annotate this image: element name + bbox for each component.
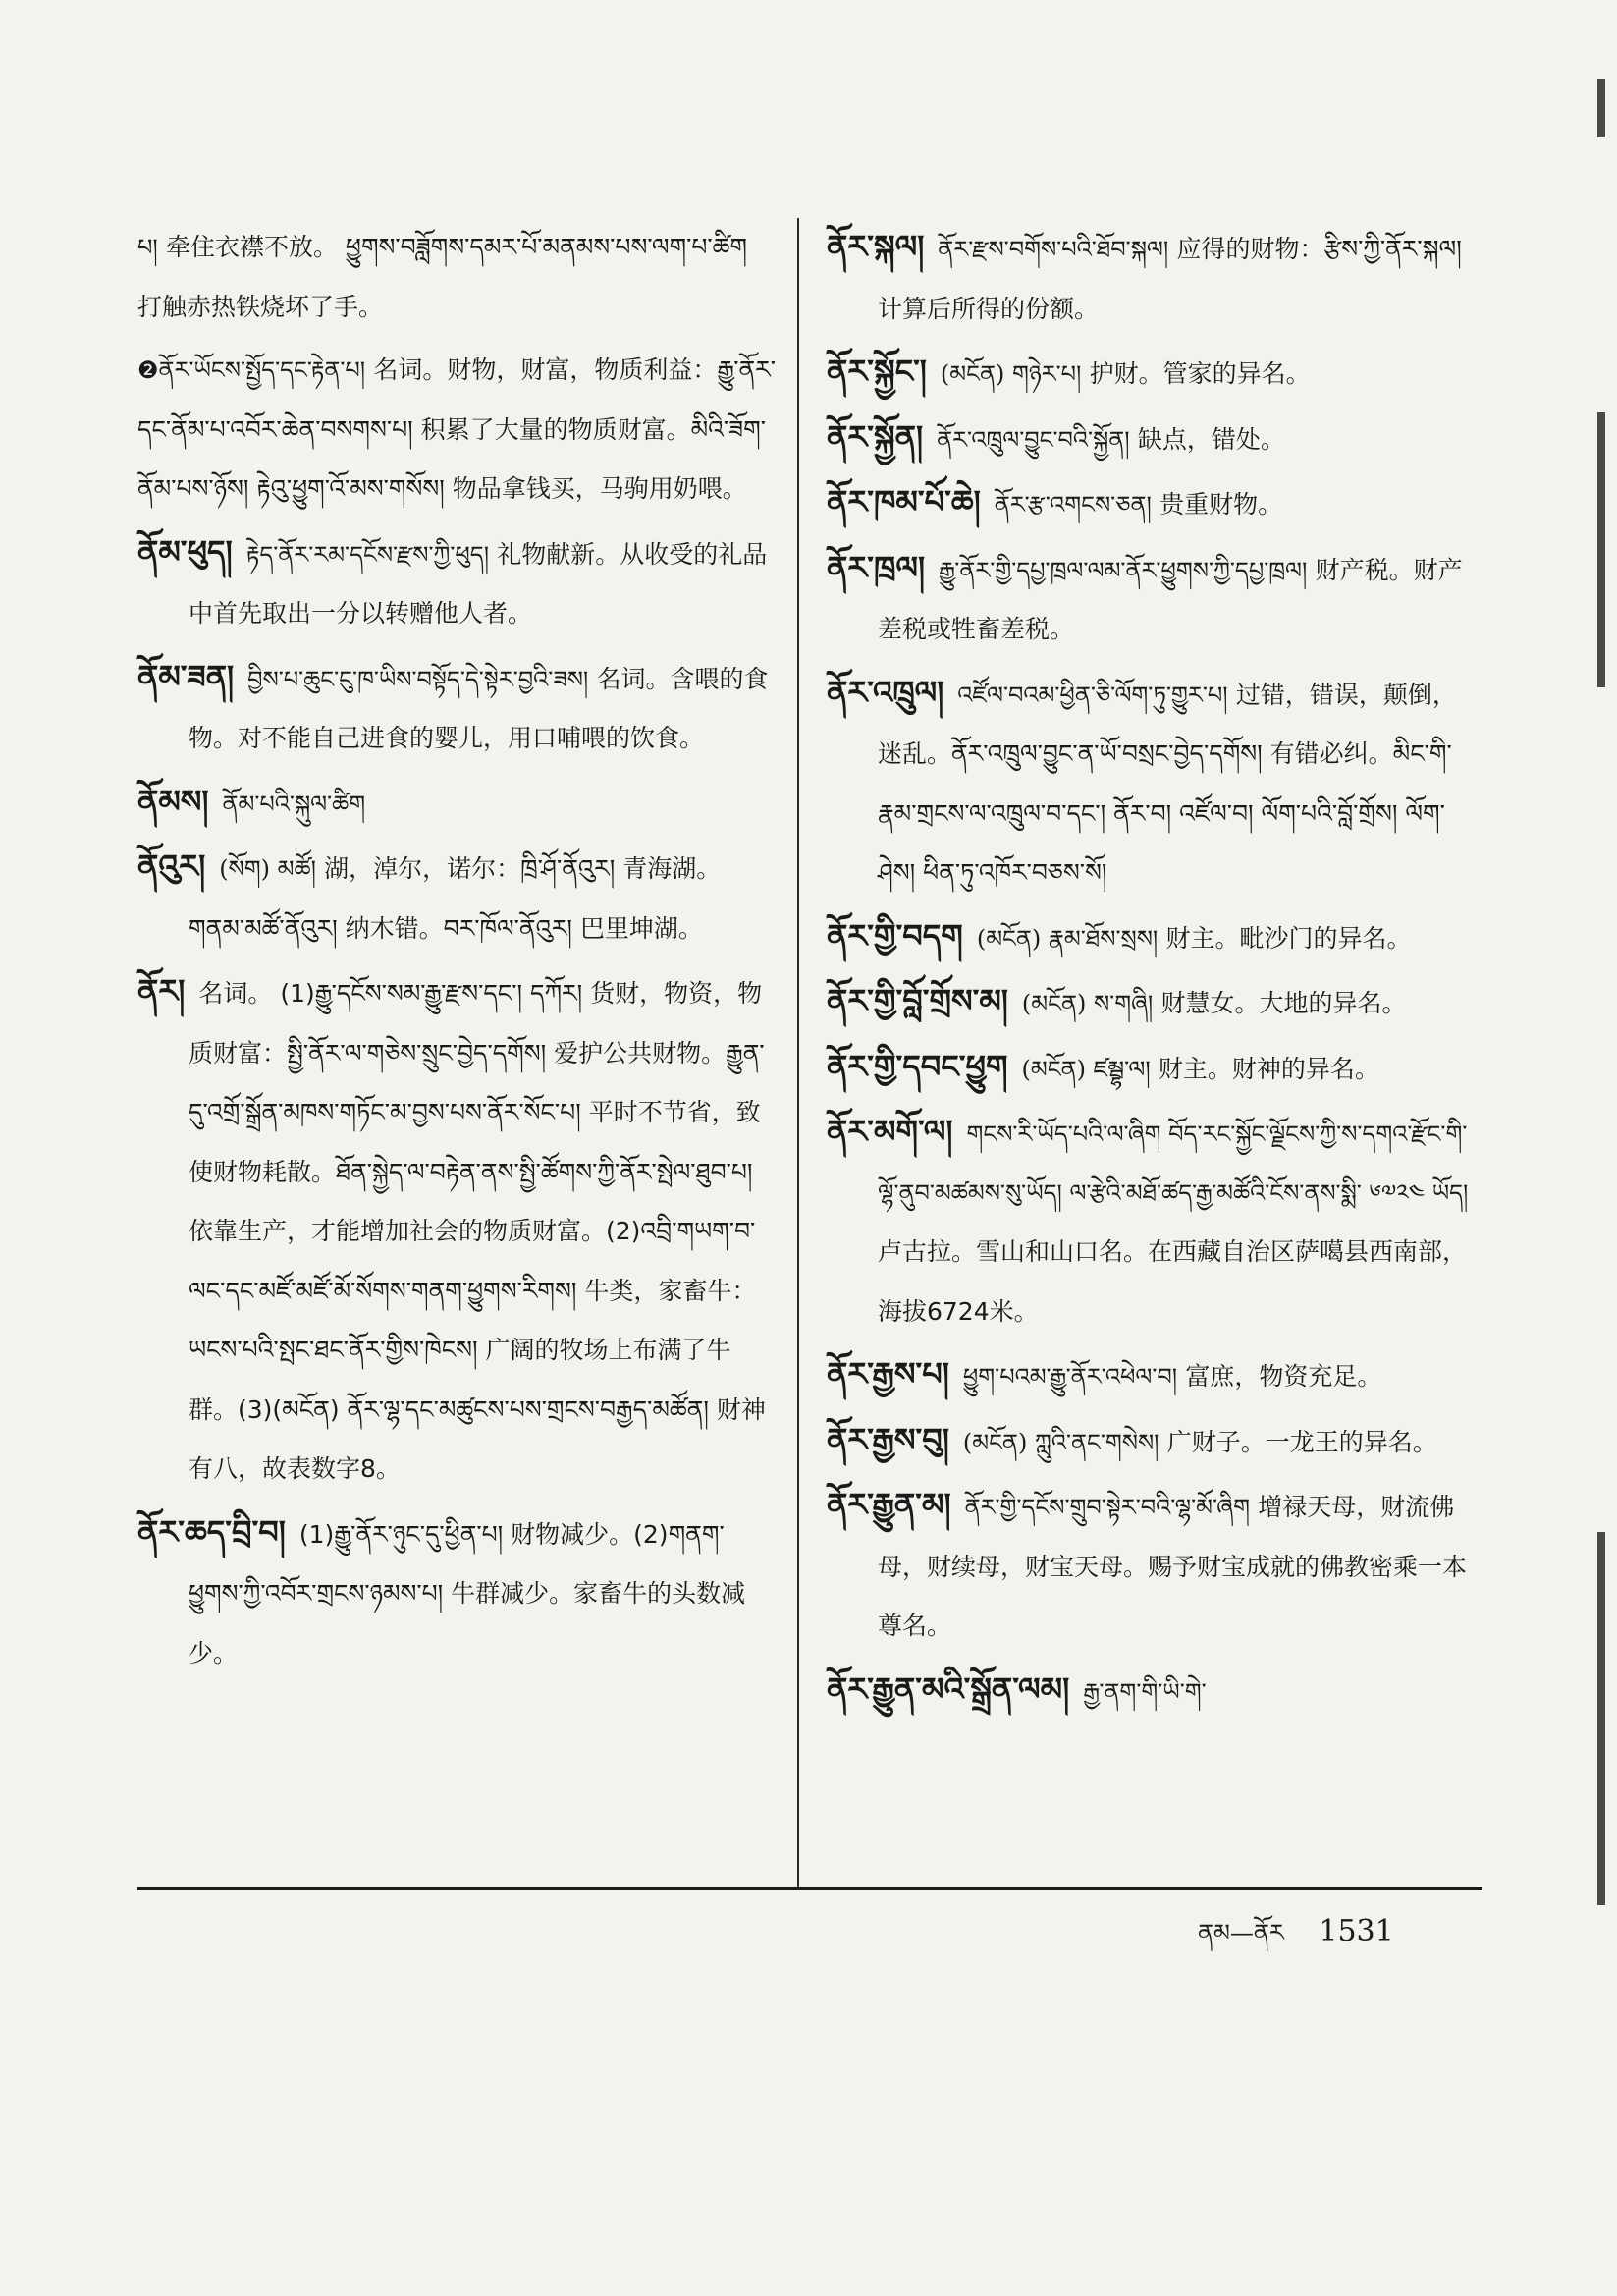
tibetan-definition: (མངོན) ཛམྦྷ་ལ། <box>1021 1055 1151 1083</box>
chinese-definition: 牵住衣襟不放。 ཕྱུགས་བཟློགས་དམར་པོ་མནམས་པས་ལག་པ་ཚིག 打触赤热铁烧坏了手。 <box>137 233 748 321</box>
headword: ནོར་ཆད་བྲི་བ། <box>137 1512 286 1551</box>
tibetan-definition: ནོམ་པའི་སྐུལ་ཚིག <box>222 790 366 818</box>
tibetan-definition: རྒྱ་ནག་གི་ཡི་གེ་ <box>1083 1677 1207 1706</box>
dictionary-entry <box>827 1476 1475 1657</box>
dictionary-entry <box>827 907 1475 969</box>
headword: ནོར་མགོ་ལ། <box>827 1113 953 1150</box>
footer-range: ནམ—ནོར <box>1198 1919 1284 1946</box>
chinese-definition: 礼物献新。从收受的礼品中首先取出一分以转赠他人者。 <box>189 539 768 628</box>
dictionary-entry <box>137 838 776 958</box>
tibetan-definition: འཛོལ་བའམ་ཕྱིན་ཅི་ལོག་ཏུ་གྱུར་པ། <box>957 681 1228 709</box>
tibetan-definition: བྱིས་པ་ཆུང་ངུ་ཁ་ཡིས་བསྟོད་དེ་སྟེར་བྱའི་ཟས། <box>247 665 589 693</box>
chinese-definition: 财慧女。大地的异名。 <box>1160 989 1407 1017</box>
tibetan-definition: པ། <box>137 234 158 261</box>
headword: ནོར་གྱི་བློ་གྲོས་མ། <box>827 982 1008 1019</box>
dictionary-entry <box>137 648 776 769</box>
dictionary-entry <box>827 1661 1475 1722</box>
chinese-definition: 名词。 (1)རྒྱུ་དངོས་སམ་རྒྱུ་རྫས་དང་། དཀོར། 货财，物资，物质财富：སྤྱི་ནོར་ལ་གཅེས་སྲུང་བྱེད་དགོས། 爱护公共财物。རྒྱུན་དུ་འགྲོ་སྒྲོན་མཁས་གཏོང་མ་བྱས་པས་ནོར་སོང་པ། 平时不节省，致使财物耗散。ཐོན་སྐྱེད་ལ་བརྟེན་ནས་སྤྱི་ཚོགས་ཀྱི་ནོར་སྤེལ་ཐུབ་པ། 依靠生产，才能增加社会的物质财富。(2)འབྲི་གཡག་བ་ལང་དང་མཛོ་མཛོ་མོ་སོགས་གནག་ཕྱུགས་རིགས། 牛类，家畜牛：ཡངས་པའི་སྤང་ཐང་ནོར་གྱིས་ཁེངས། 广阔的牧场上布满了牛群。(3)(མངོན) ནོར་ལྷ་དང་མཚུངས་པས་གྲངས་བརྒྱད་མཚོན། 财神有八，故表数字8。 <box>189 979 766 1483</box>
chinese-definition: 护财。管家的异名。 <box>1089 359 1311 388</box>
headword: ནོར་རྒྱུན་མ། <box>827 1486 951 1523</box>
chinese-definition: 名词。财物，财富，物质利益：རྒྱུ་ནོར་དང་ནོམ་པ་འབོར་ཆེན་བསགས་པ། 积累了大量的物质财富。མིའི་ཟོག་ནོམ་པས་ཉོས། རྟེའུ་ཕྱུག་འོ་མས་གསོས། 物品拿钱买，马驹用奶喂。 <box>137 355 776 503</box>
dictionary-entry <box>137 773 776 835</box>
headword: ནོར་ཁྲལ། <box>827 548 926 586</box>
page-footer <box>1198 1907 1420 1973</box>
dictionary-entry <box>827 539 1475 660</box>
dictionary-entry <box>827 409 1475 470</box>
chinese-definition: 贵重财物。 <box>1159 490 1283 519</box>
chinese-definition: 过错，错误，颠倒，迷乱。ནོར་འཁྲུལ་བྱུང་ན་ཡོ་བསྲང་བྱེད་དགོས། 有错必纠。མིང་གི་རྣམ་གྲངས་ལ་འཁྲུལ་བ་དང་། ནོར་བ། འཛོལ་བ། ལོག་པའི་བློ་གྲོས། ལོག་ཤེས། ཕིན་ཏུ་འཁོར་བཅས་སོ། <box>878 680 1457 887</box>
chinese-definition: 湖，淖尔，诺尔：ཁྲི་ཤོ་ནོའུར། 青海湖。གནམ་མཚོ་ནོའུར། 纳木错。བར་ཁོལ་ནོའུར། 巴里坤湖。 <box>189 854 722 943</box>
scan-edge-mark <box>1597 79 1605 137</box>
footer-rule <box>137 1887 1482 1890</box>
headword: ནོར་སྐྱོང་། <box>827 353 927 390</box>
headword: ནོམ་ཟན། <box>137 657 235 695</box>
tibetan-definition: རྒྱུ་ནོར་གྱི་དཔྱ་ཁྲལ་ལམ་ནོར་ཕྱུགས་ཀྱི་དཔྱ་ཁྲལ། <box>939 556 1308 584</box>
dictionary-entry <box>827 664 1475 903</box>
dictionary-entry <box>827 1103 1475 1341</box>
dictionary-entry <box>827 218 1475 339</box>
headword: ནོར་སྐྱོན། <box>827 417 924 456</box>
dictionary-entry <box>827 343 1475 405</box>
tibetan-definition: ནོར་གྱི་དངོས་གྲུབ་སྟེར་བའི་ལྷ་མོ་ཞིག <box>964 1494 1250 1521</box>
dictionary-entry <box>137 962 776 1500</box>
dictionary-entry <box>137 1503 776 1684</box>
tibetan-definition: (མངོན) ས་གཞི། <box>1021 990 1154 1017</box>
dictionary-entry <box>827 1411 1475 1473</box>
tibetan-definition: གངས་རི་ཡོད་པའི་ལ་ཞིག བོད་རང་སྐྱོང་ལྗོངས་ཀྱི་ས་དགའ་རྫོང་གི་ལྷོ་ནུབ་མཚམས་སུ་ཡོད། ལ་རྩེའི་མཐོ་ཚད་རྒྱ་མཚོའི་ངོས་ནས་སྨི་ ༦༧༢༤ ཡོད། <box>878 1121 1469 1207</box>
headword: ནོར། <box>137 972 186 1010</box>
chinese-definition: 卢古拉。雪山和山口名。在西藏自治区萨噶县西南部，海拔6724米。 <box>878 1237 1468 1326</box>
tibetan-definition: ❷ནོར་ཡོངས་སྤྱོད་དང་རྟེན་པ། <box>137 356 366 384</box>
dictionary-entry <box>827 473 1475 535</box>
headword: ནོར་གྱི་བདག <box>827 916 963 955</box>
dictionary-entry <box>827 1345 1475 1407</box>
headword: ནོམ་ཕུད། <box>137 532 233 571</box>
tibetan-definition: རྟེད་ནོར་རམ་དངོས་རྫས་ཀྱི་ཕུད། <box>245 540 490 569</box>
chinese-definition: 财主。财神的异名。 <box>1158 1054 1379 1083</box>
tibetan-definition: ནོར་རྫས་བགོས་པའི་ཐོབ་སྐལ། <box>938 236 1169 263</box>
headword: ནོར་རྒྱས་བུ། <box>827 1420 949 1458</box>
chinese-definition: 财产税。财产差税或牲畜差税。 <box>878 555 1463 643</box>
dictionary-entry <box>137 341 776 519</box>
dictionary-entry <box>137 218 776 337</box>
tibetan-definition: ཕྱུག་པའམ་རྒྱུ་ནོར་འཕེལ་བ། <box>962 1363 1178 1391</box>
headword: ནོར་སྐལ། <box>827 228 925 265</box>
tibetan-definition: (མངོན) གཉེར་པ། <box>940 360 1082 388</box>
dictionary-entry <box>827 972 1475 1034</box>
headword: ནོར་རྒྱུན་མའི་སྒྲོན་ལམ། <box>827 1669 1070 1708</box>
left-column <box>137 218 776 1687</box>
dictionary-entry <box>137 523 776 644</box>
headword: ནོར་འཁྲུལ། <box>827 673 944 711</box>
chinese-definition: 应得的财物：རྩིས་ཀྱི་ནོར་སྐལ། 计算后所得的份额。 <box>878 235 1462 323</box>
scan-edge-mark <box>1597 1532 1605 1905</box>
chinese-definition: 富庶，物资充足。 <box>1185 1362 1382 1391</box>
headword: ནོམས། <box>137 782 209 820</box>
headword: ནོར་ཁམ་པོ་ཆེ། <box>827 483 981 520</box>
headword: ནོར་གྱི་དབང་ཕྱུག <box>827 1047 1008 1085</box>
dictionary-entry <box>827 1038 1475 1100</box>
page-number: 1531 <box>1319 1914 1394 1948</box>
headword: ནོར་རྒྱས་པ། <box>827 1355 949 1393</box>
chinese-definition: 广财子。一龙王的异名。 <box>1166 1427 1437 1456</box>
headword: ནོའུར། <box>137 847 206 885</box>
chinese-definition: (1)རྒྱུ་ནོར་ཉུང་དུ་ཕྱིན་པ། 财物减少。(2)གནག་ཕྱུགས་ཀྱི་འབོར་གྲངས་ཉམས་པ། 牛群减少。家畜牛的头数减少。 <box>189 1519 746 1667</box>
chinese-definition: 缺点，错处。 <box>1137 424 1285 454</box>
chinese-definition: 财主。毗沙门的异名。 <box>1165 923 1412 953</box>
chinese-definition: 增禄天母，财流佛母，财续母，财宝天母。赐予财宝成就的佛教密乘一本尊名。 <box>878 1493 1468 1640</box>
right-column <box>827 218 1475 1725</box>
tibetan-definition: ནོར་འཁྲུལ་བྱུང་བའི་སྐྱོན། <box>937 425 1130 454</box>
column-divider <box>797 218 799 1887</box>
chinese-definition: 名词。含喂的食物。对不能自己进食的婴儿，用口哺喂的饮食。 <box>189 664 769 752</box>
tibetan-definition: (མངོན) རྣམ་ཐོས་སྲས། <box>976 924 1159 953</box>
scan-edge-mark <box>1597 412 1605 687</box>
tibetan-definition: (མངོན) ཀླུའི་ནང་གསེས། <box>962 1428 1159 1456</box>
tibetan-definition: (སོག) མཚོ། <box>219 855 316 883</box>
tibetan-definition: ནོར་རྩ་འགངས་ཅན། <box>994 491 1152 519</box>
